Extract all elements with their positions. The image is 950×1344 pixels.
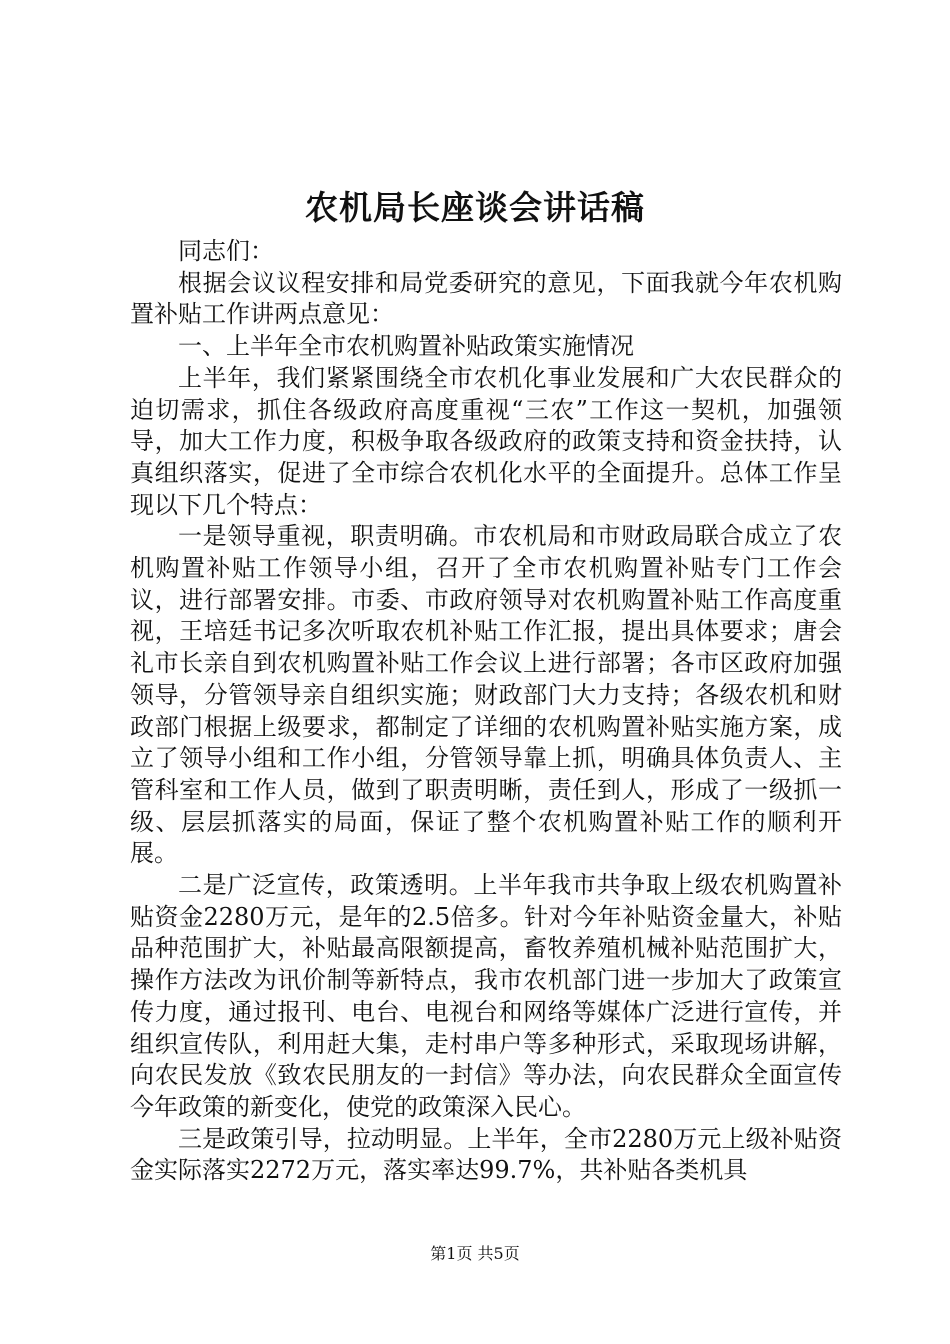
section-heading: 一、上半年全市农机购置补贴政策实施情况 xyxy=(178,332,634,361)
document-title: 农机局长座谈会讲话稿 xyxy=(305,188,645,227)
paragraph: 二是广泛宣传，政策透明。上半年我市共争取上级农机购置补贴资金2280万元，是年的2.5倍多。针对今年补贴资金量大，补贴品种范围扩大，补贴最高限额提高，畜牧养殖机械补贴范围扩大，操作方法改为讯价制等新特点，我市农机部门进一步加大了政策宣传力度，通过报刊、电台、电视台和网络等媒体广泛进行宣传，并组织宣传队，利用赶大集，走村串户等多种形式，采取现场讲解，向农民发放《致农民朋友的一封信》等办法，向农民群众全面宣传今年政策的新变化，使党的政策深入民心。 xyxy=(130,871,842,1121)
paragraph-greeting: 同志们： xyxy=(178,237,274,265)
paragraph: 上半年，我们紧紧围绕全市农机化事业发展和广大农民群众的迫切需求，抓住各级政府高度重视“三农”工作这一契机，加强领导，加大工作力度，积极争取各级政府的政策支持和资金扶持，认真组织落实，促进了全市综合农机化水平的全面提升。总体工作呈现以下几个特点： xyxy=(130,363,842,519)
paragraph-intro: 根据会议议程安排和局党委研究的意见，下面我就今年农机购置补贴工作讲两点意见： xyxy=(130,268,842,329)
paragraph: 三是政策引导，拉动明显。上半年，全市2280万元上级补贴资金实际落实2272万元，落实率达99.7%，共补贴各类机具 xyxy=(130,1124,842,1185)
paragraph: 一是领导重视，职责明确。市农机局和市财政局联合成立了农机购置补贴工作领导小组，召开了全市农机购置补贴专门工作会议，进行部署安排。市委、市政府领导对农机购置补贴工作高度重视，王培廷书记多次听取农机补贴工作汇报，提出具体要求；唐会礼市长亲自到农机购置补贴工作会议上进行部署；各市区政府加强领导，分管领导亲自组织实施；财政部门大力支持；各级农机和财政部门根据上级要求，都制定了详细的农机购置补贴实施方案，成立了领导小组和工作小组，分管领导靠上抓，明确具体负责人、主管科室和工作人员，做到了职责明晰，责任到人，形成了一级抓一级、层层抓落实的局面，保证了整个农机购置补贴工作的顺利开展。 xyxy=(130,522,842,868)
page-number-footer: 第1页 共5页 xyxy=(430,1244,520,1263)
document-body xyxy=(130,236,842,1187)
